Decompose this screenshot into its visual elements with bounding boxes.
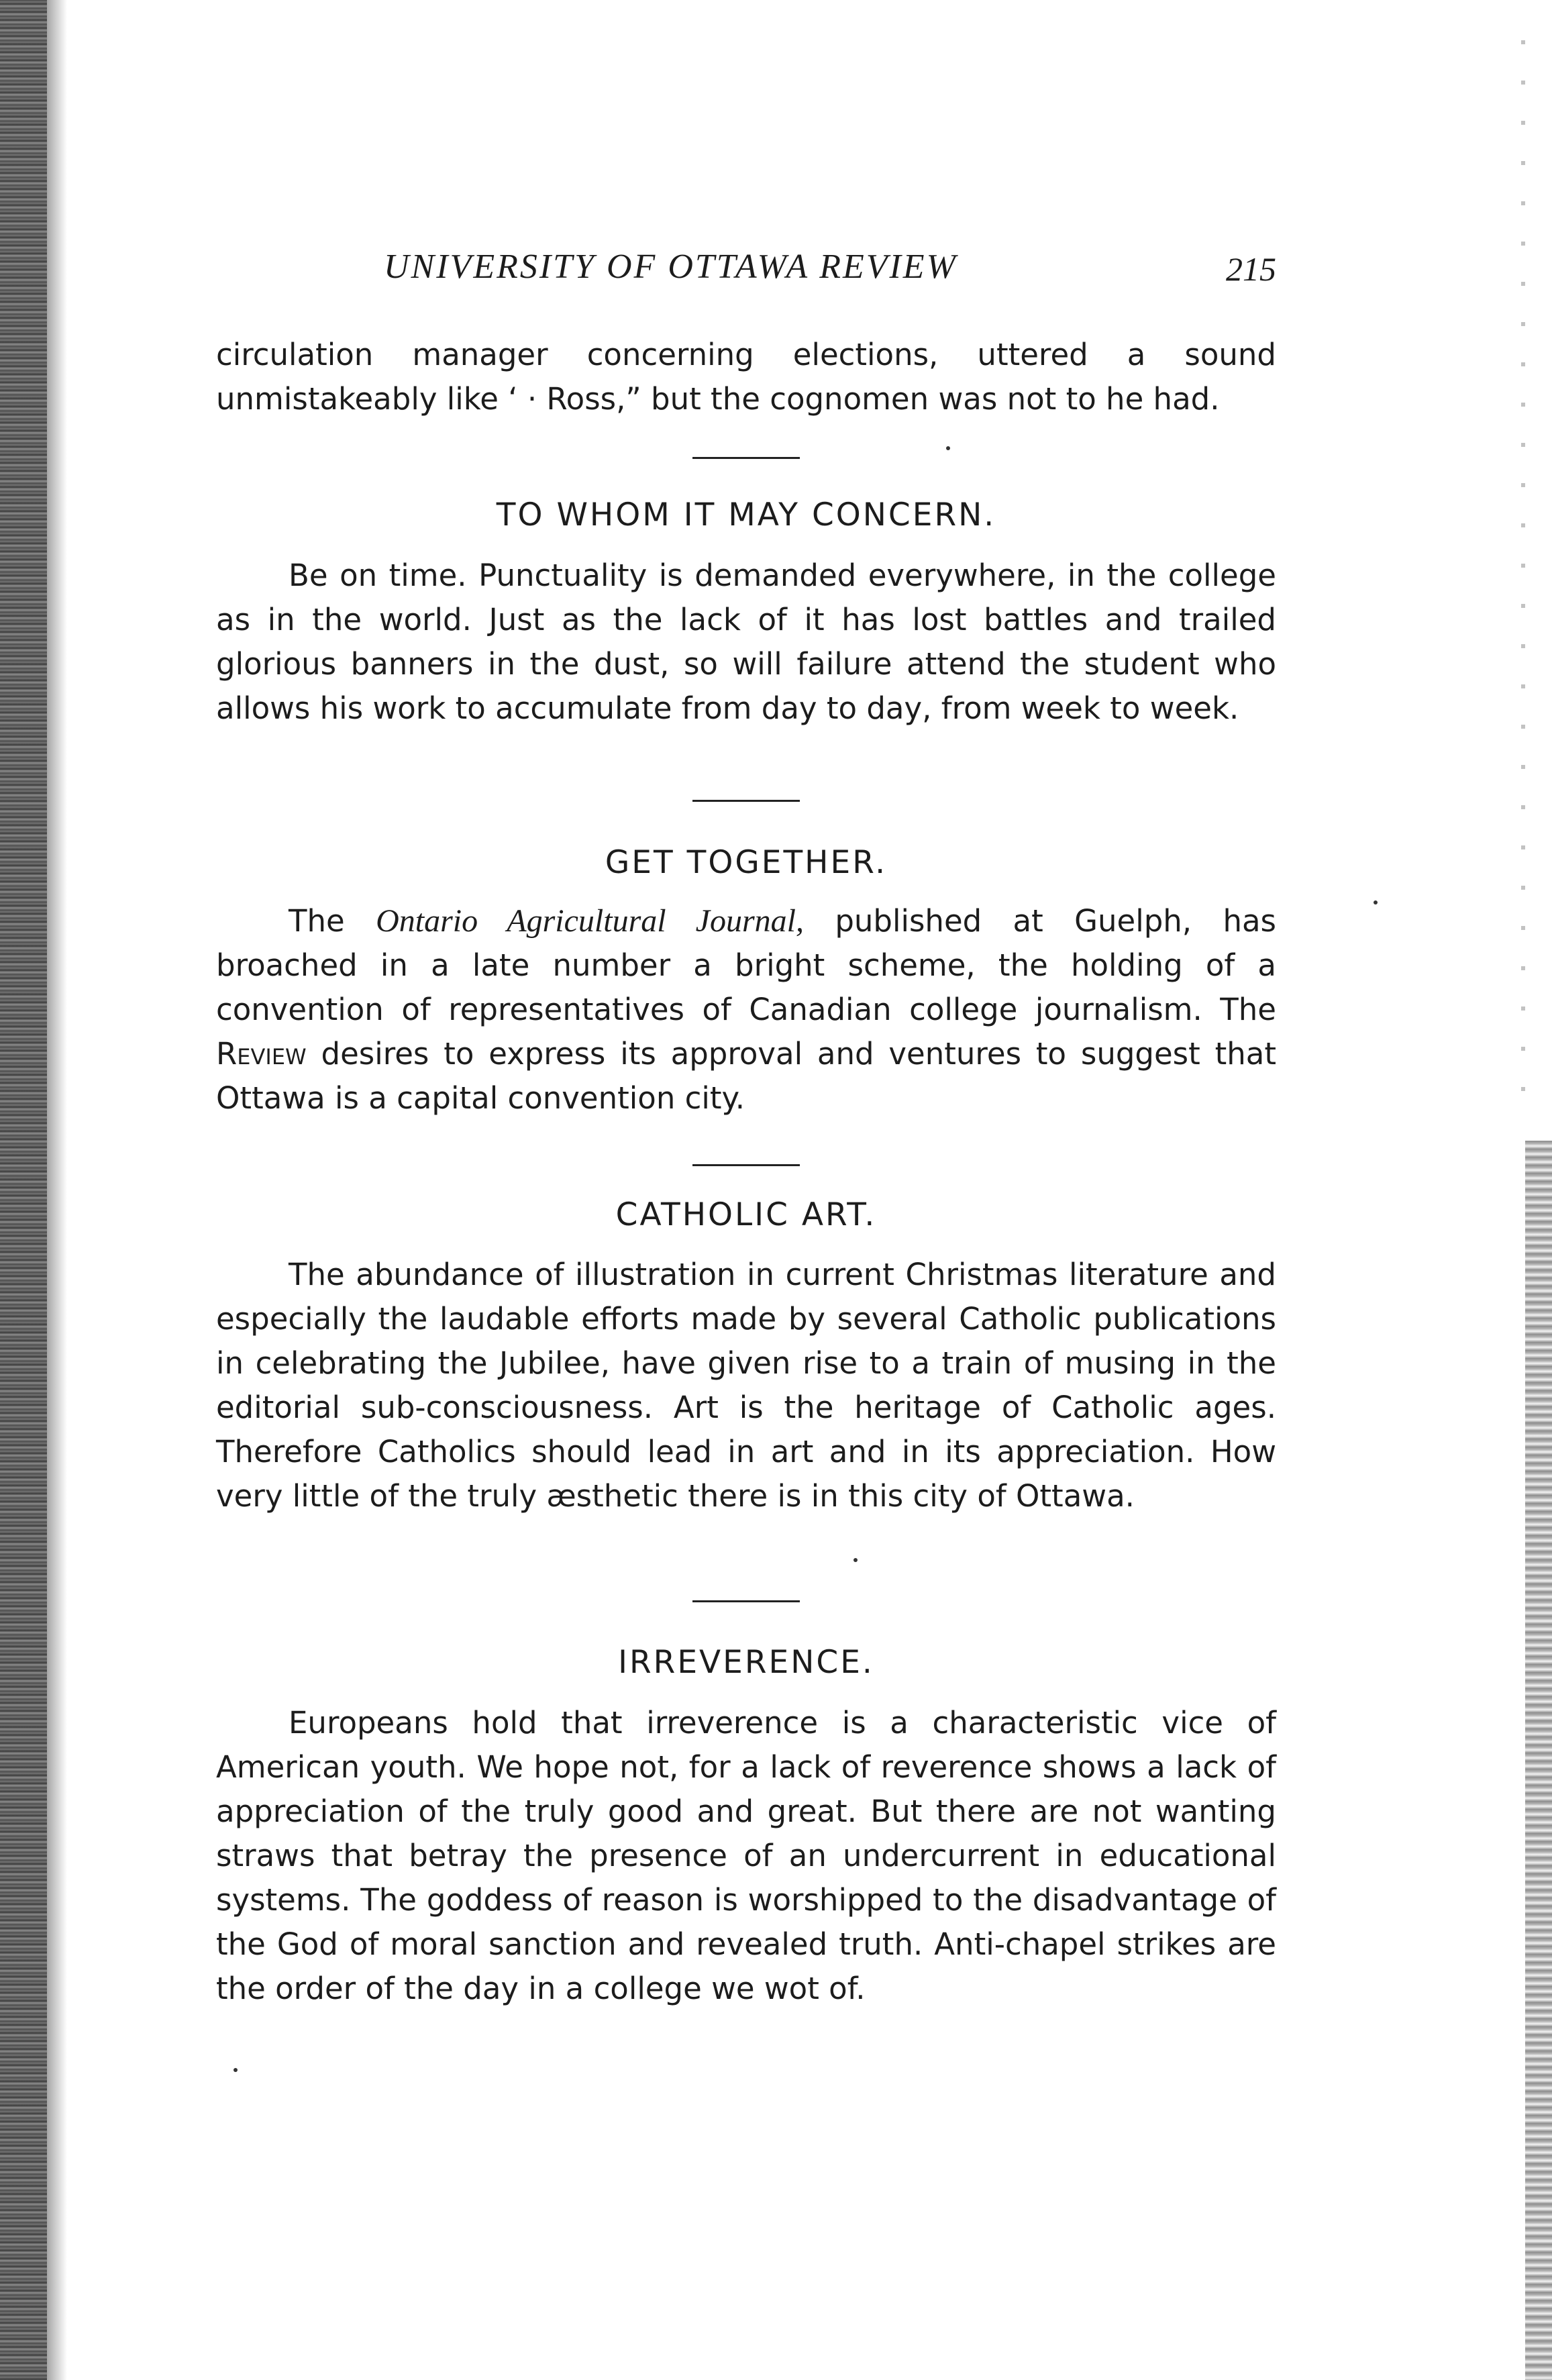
intro-block (216, 333, 1276, 421)
section-divider (692, 800, 800, 802)
section-block-get-together (216, 899, 1276, 1121)
scan-binding-shadow (0, 0, 47, 2380)
scan-speck (853, 1558, 858, 1562)
section-divider (692, 1600, 800, 1602)
paragraph-text: published at Guelph, has broached in a late number a bright scheme, the holding of a convention of representatives of Canadian college journalism. The (216, 903, 1276, 1027)
intro-paragraph: circulation manager concerning elections, uttered a sound unmistakeably like ‘ · Ross,” but the cognomen was not to he had. (216, 337, 1276, 417)
section-block-catholic-art (216, 1253, 1276, 1518)
running-head (216, 247, 1276, 301)
scan-binding-fade (47, 0, 67, 2380)
section-block-to-whom (216, 554, 1276, 731)
page-number: 215 (1226, 250, 1276, 288)
scan-speck (946, 446, 950, 450)
paragraph-text: desires to express its approval and ventures to suggest that Ottawa is a capital convention city. (216, 1036, 1276, 1116)
section-paragraph-to-whom: Be on time. Punctuality is demanded everywhere, in the college as in the world. Just as the lack of it has lost battles and trailed glorious banners in the dust, so will failure attend the student who allows his work to accumulate from day to day, from week to week. (216, 558, 1276, 726)
scan-speck (1374, 900, 1378, 904)
paragraph-text: The (289, 903, 376, 939)
journal-title: Ontario Agricultural Journal, (376, 903, 804, 939)
section-heading-catholic-art: CATHOLIC ART. (615, 1196, 877, 1233)
section-divider (692, 1164, 800, 1166)
section-heading-irreverence: IRREVERENCE. (618, 1644, 874, 1681)
section-heading-to-whom: TO WHOM IT MAY CONCERN. (496, 497, 996, 533)
running-title: UNIVERSITY OF OTTAWA REVIEW (384, 248, 958, 286)
section-paragraph-get-together (216, 899, 1276, 1121)
section-paragraph-catholic-art: The abundance of illustration in current Christmas literature and especially the laudable efforts made by several Catholic publications in celebrating the Jubilee, have given rise to a train of musing in the editorial sub-consciousness. Art is the heritage of Catholic ages. Therefore Catholics should lead in art and in its appreciation. How very little of the truly æsthetic there is in this city of Ottawa. (216, 1257, 1276, 1514)
scan-edge-marks-top (1521, 40, 1525, 1114)
review-name: Review (216, 1036, 307, 1072)
section-paragraph-irreverence: Europeans hold that irreverence is a characteristic vice of American youth. We hope not, for a lack of reverence shows a lack of appreciation of the truly good and great. But there are not wanting straws that betray the presence of an undercurrent in educational systems. The goddess of reason is worshipped to the disadvantage of the God of moral sanction and revealed truth. Anti-chapel strikes are the order of the day in a college we wot of. (216, 1705, 1276, 2006)
section-divider (692, 457, 800, 459)
scan-edge-marks-right (1525, 1141, 1552, 2380)
section-heading-get-together: GET TOGETHER. (605, 844, 888, 881)
scan-speck (234, 2068, 238, 2072)
section-block-irreverence (216, 1701, 1276, 2011)
